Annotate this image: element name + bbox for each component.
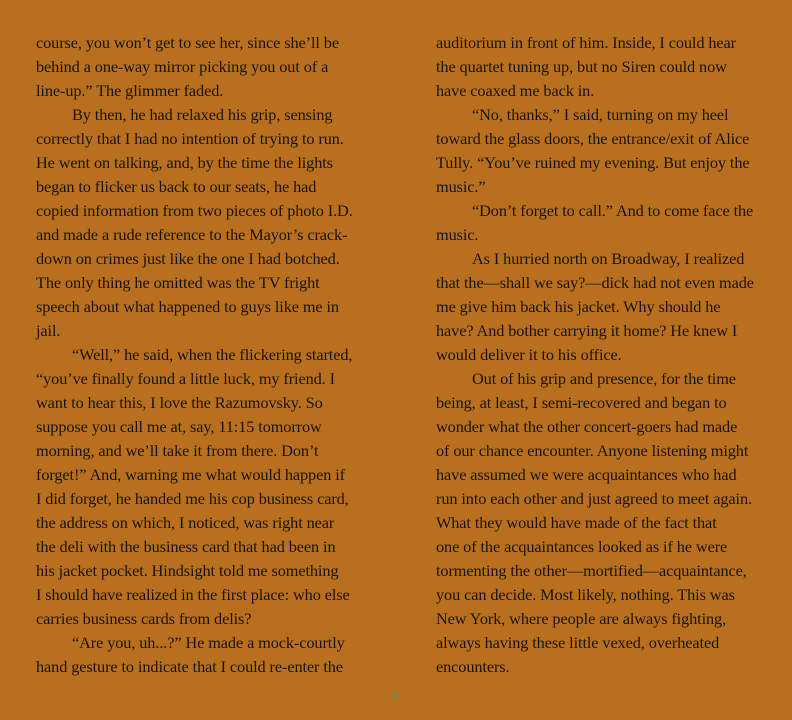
text-line: course, you won’t get to see her, since she’ll be — [36, 33, 339, 52]
text-line: speech about what happened to guys like me in — [36, 297, 339, 316]
text-line: music. — [436, 225, 479, 244]
text-line: “Are you, uh...?” He made a mock-courtly — [72, 633, 345, 652]
text-line: New York, where people are always fighting, — [436, 609, 727, 628]
text-line: of our chance encounter. Anyone listening might — [436, 441, 749, 460]
text-line: “you’ve finally found a little luck, my friend. I — [36, 369, 335, 388]
page-number: 6 — [393, 689, 399, 701]
text-line: forget!” And, warning me what would happen if — [36, 465, 345, 484]
text-line: The only thing he omitted was the TV fright — [36, 273, 320, 292]
text-line: hand gesture to indicate that I could re-enter the — [36, 657, 343, 676]
text-line: “Well,” he said, when the flickering started, — [72, 345, 353, 364]
text-line: line-up.” The glimmer faded. — [36, 81, 224, 100]
left-text-column — [36, 31, 366, 679]
text-line: wonder what the other concert-goers had made — [436, 417, 738, 436]
text-line: carries business cards from delis? — [36, 609, 252, 628]
text-line: that the—shall we say?—dick had not even made — [436, 273, 754, 292]
text-line: tormenting the other—mortified—acquaintance, — [436, 561, 747, 580]
text-line: I did forget, he handed me his cop business card, — [36, 489, 349, 508]
text-line: morning, and we’ll take it from there. Don’t — [36, 441, 319, 460]
text-line: one of the acquaintances looked as if he were — [436, 537, 728, 556]
text-line: his jacket pocket. Hindsight told me something — [36, 561, 339, 580]
text-line: “Don’t forget to call.” And to come face the — [472, 201, 754, 220]
text-line: correctly that I had no intention of trying to run. — [36, 129, 344, 148]
text-line: toward the glass doors, the entrance/exit of Alice — [436, 129, 750, 148]
text-line: suppose you call me at, say, 11:15 tomorrow — [36, 417, 322, 436]
text-line: want to hear this, I love the Razumovsky. So — [36, 393, 323, 412]
text-line: I should have realized in the first place: who else — [36, 585, 350, 604]
text-line: being, at least, I semi-recovered and began to — [436, 393, 727, 412]
text-line: always having these little vexed, overheated — [436, 633, 720, 652]
text-line: you can decide. Most likely, nothing. This was — [436, 585, 735, 604]
text-line: music.” — [436, 177, 486, 196]
text-line: have assumed we were acquaintances who had — [436, 465, 737, 484]
text-line: run into each other and just agreed to meet again. — [436, 489, 752, 508]
text-line: What they would have made of the fact that — [436, 513, 717, 532]
text-line: auditorium in front of him. Inside, I could hear — [436, 33, 736, 52]
text-line: have? And bother carrying it home? He knew I — [436, 321, 738, 340]
text-line: and made a rude reference to the Mayor’s crack- — [36, 225, 348, 244]
text-line: copied information from two pieces of photo I.D. — [36, 201, 353, 220]
text-line: “No, thanks,” I said, turning on my heel — [472, 105, 729, 124]
text-line: have coaxed me back in. — [436, 81, 595, 100]
text-line: the deli with the business card that had been in — [36, 537, 336, 556]
text-line: As I hurried north on Broadway, I realized — [472, 249, 745, 268]
text-line: Out of his grip and presence, for the time — [472, 369, 736, 388]
text-line: began to flicker us back to our seats, he had — [36, 177, 317, 196]
text-line: down on crimes just like the one I had botched. — [36, 249, 340, 268]
text-line: the quartet tuning up, but no Siren could now — [436, 57, 727, 76]
text-line: behind a one-way mirror picking you out of a — [36, 57, 329, 76]
text-line: He went on talking, and, by the time the lights — [36, 153, 333, 172]
text-line: jail. — [36, 321, 61, 340]
text-line: would deliver it to his office. — [436, 345, 622, 364]
text-line: the address on which, I noticed, was right near — [36, 513, 335, 532]
text-line: Tully. “You’ve ruined my evening. But enjoy the — [436, 153, 750, 172]
text-line: By then, he had relaxed his grip, sensing — [72, 105, 333, 124]
right-text-column — [436, 31, 766, 679]
text-line: me give him back his jacket. Why should he — [436, 297, 721, 316]
text-line: encounters. — [436, 657, 510, 676]
